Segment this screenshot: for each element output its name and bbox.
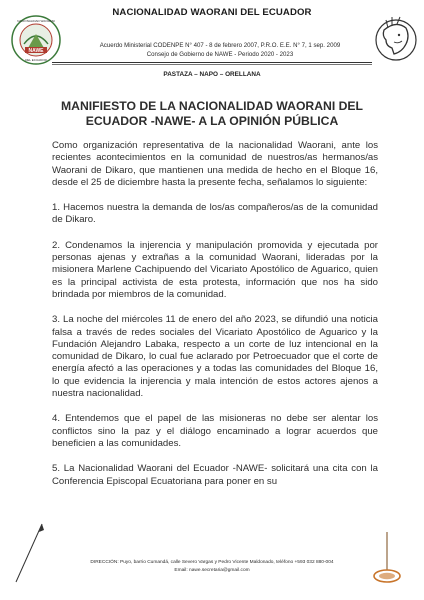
footer-address: DIRECCIÓN: Puyo, barrio Cumandá, calle Severo Vargas y Pedro Vicente Maldonado, teléfono +593 032 880-004 (90, 560, 334, 565)
organization-name: NACIONALIDAD WAORANI DEL ECUADOR (112, 7, 312, 18)
point-2-paragraph: 2. Condenamos la injerencia y manipulación promovida y ejecutada por personas ajenas y extrañas a la comunidad Waorani, lideradas por la misionera Marlene Cachipuendo del Vicariato Apostólico de Aguarico, quien es la principal activista de esta protesta, información que nos ha sido brindada por miembros de la comunidad. (52, 239, 378, 300)
header-divider-thin (52, 64, 372, 65)
footer-email: Email: nawe.secretaria@gmail.com (174, 568, 250, 573)
feather-ornament-icon (370, 528, 404, 586)
document-body (52, 140, 378, 501)
point-1-paragraph: 1. Hacemos nuestra la demanda de los/as compañeros/as de la comunidad de Dikaro. (52, 202, 378, 226)
intro-paragraph: Como organización representativa de la nacionalidad Waorani, ante los recientes acontecimientos en la comunidad de nuestros/as hermanos/as Waorani de Dikaro, que mantienen una medida de hecho en el Bloque 16, desde el 25 de diciembre hasta la presente fecha, señalamos lo siguiente: (52, 140, 378, 188)
ministerial-agreement-line: Acuerdo Ministerial CODENPE N° 407 - 8 de febrero 2007, P.R.O. E.E. N° 7, 1 sep. 2009 (99, 42, 341, 49)
logo-arc-top-text: NACIONALIDAD WAORANI (17, 19, 55, 23)
document-title: MANIFIESTO DE LA NACIONALIDAD WAORANI DEL ECUADOR -NAWE- A LA OPINIÓN PÚBLICA (61, 99, 363, 128)
header-divider (52, 62, 372, 63)
nawe-logo-icon (10, 14, 62, 66)
letterhead (0, 0, 424, 80)
spear-ornament-icon (12, 520, 48, 584)
government-council-line: Consejo de Gobierno de NAWE - Periodo 2020 - 2023 (146, 51, 294, 58)
point-5-paragraph: 5. La Nacionalidad Waorani del Ecuador -NAWE- solicitará una cita con la Conferencia Episcopal Ecuatoriana para poner en su (52, 463, 378, 487)
point-4-paragraph: 4. Entendemos que el papel de las misioneras no debe ser alentar los conflictos sino la paz y el diálogo encaminado a lograr acuerdos que beneficien a las comunidades. (52, 413, 378, 449)
logo-nawe-text: NAWE (28, 48, 44, 54)
regions-line: PASTAZA – NAPO – ORELLANA (163, 71, 261, 78)
logo-arc-bottom-text: DEL ECUADOR (25, 58, 47, 62)
warrior-profile-icon (372, 14, 418, 66)
point-3-paragraph: 3. La noche del miércoles 11 de enero del año 2023, se difundió una noticia falsa a través de redes sociales del Vicariato Apostólico de Aguarico y la Fundación Alejandro Labaka, respecto a un corte de luz intencional en la comunidad de Dikaro, lo cual fue aclarado por Petroecuador que el corte de energía afectó a las operaciones y a todas las comunidades del Bloque 16, lo que evidencia la injerencia y mala intención de estos actores ajenos a nuestra nacionalidad. (52, 314, 378, 400)
